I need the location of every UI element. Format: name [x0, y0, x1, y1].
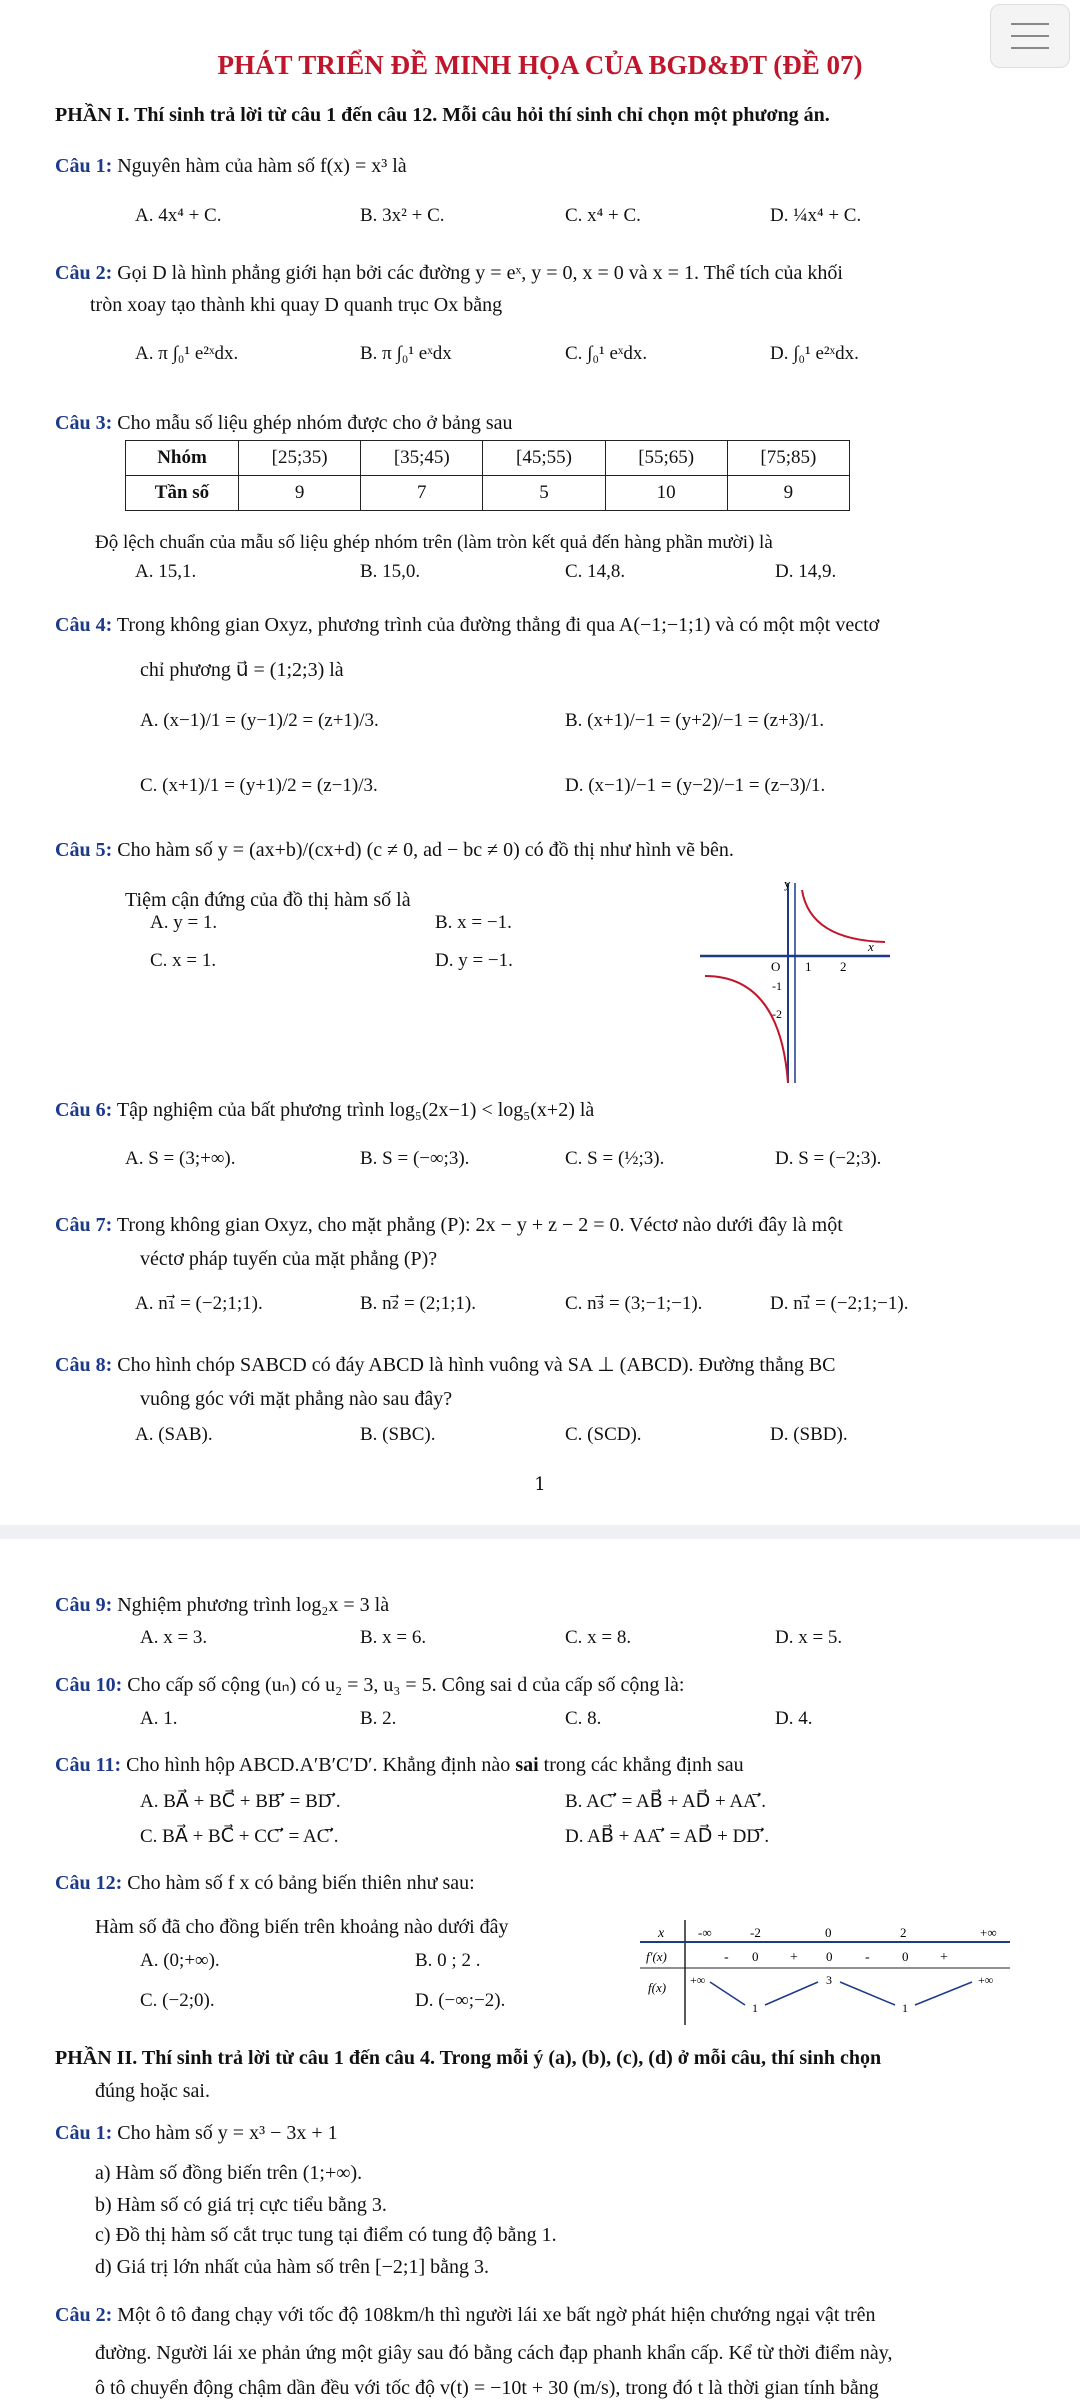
q4-option-b[interactable]: B. (x+1)/−1 = (y+2)/−1 = (z+3)/1. [565, 710, 825, 731]
question-label: Câu 2: [55, 262, 113, 284]
arrow-up [765, 1982, 818, 2005]
question-10 [55, 1670, 1080, 1700]
table-x-value: 2 [900, 1925, 907, 1940]
q4-option-d[interactable]: D. (x−1)/−1 = (y−2)/−1 = (z−3)/1. [565, 775, 826, 796]
question-label: Câu 4: [55, 614, 113, 636]
table-cell: [55;65) [605, 441, 727, 476]
part2-heading: PHẦN II. Thí sinh trả lời từ câu 1 đến câu 4. Trong mỗi ý (a), (b), (c), (d) ở mỗi câu, thí sinh chọn [55, 2047, 882, 2069]
table-f-value: +∞ [978, 1973, 994, 1987]
table-row [126, 476, 850, 511]
graph-label-x: x [868, 939, 874, 954]
table-cell: 9 [727, 476, 849, 511]
table-cell: 10 [605, 476, 727, 511]
table-cell: [35;45) [361, 441, 483, 476]
graph-label-m1: -1 [772, 979, 782, 993]
question-text: Cho hàm số y = x³ − 3x + 1 [117, 2122, 338, 2144]
q3-option-a[interactable]: A. 15,1. [135, 561, 197, 582]
statement-c[interactable]: c) Đồ thị hàm số cắt trục tung tại điểm có tung độ bằng 1. [95, 2224, 557, 2246]
table-sign: 0 [752, 1949, 759, 1964]
q1-option-d[interactable]: D. ¼x⁴ + C. [770, 205, 862, 226]
question-9 [55, 1590, 1080, 1620]
graph-label-y: y [784, 878, 791, 891]
question-6 [55, 1095, 1080, 1125]
question-text: Cho hàm số f x có bảng biến thiên như sau: [127, 1872, 475, 1894]
frequency-table [125, 440, 850, 511]
part2-question-2-cont: đường. Người lái xe phản ứng một giây sau đó bằng cách đạp phanh khẩn cấp. Kể từ thời điểm này, [95, 2342, 893, 2364]
question-label: Câu 9: [55, 1594, 113, 1616]
menu-icon-line [1011, 35, 1049, 37]
table-f-value: 1 [902, 2001, 908, 2015]
table-row [126, 441, 850, 476]
question-label: Câu 11: [55, 1754, 122, 1776]
table-cell: 5 [483, 476, 605, 511]
question-text: Trong không gian Oxyz, cho mặt phẳng (P): 2x − y + z − 2 = 0. Véctơ nào dưới đây là một [116, 1214, 843, 1236]
q11-option-b[interactable]: B. AC′⃗ = AB⃗ + AD⃗ + AA′⃗. [565, 1791, 766, 1812]
q1-option-c[interactable]: C. x⁴ + C. [565, 205, 641, 226]
question-label: Câu 3: [55, 412, 113, 434]
question-label: Câu 1: [55, 2122, 113, 2144]
table-cell: [75;85) [727, 441, 849, 476]
page-separator [0, 1525, 1080, 1539]
q8-option-d[interactable]: D. (SBD). [770, 1424, 848, 1445]
question-label: Câu 2: [55, 2304, 113, 2326]
menu-icon [1011, 23, 1049, 25]
page-number: 1 [534, 1474, 546, 1495]
question-text: Cho cấp số cộng (uₙ) có u₂ = 3, u₃ = 5. Công sai d của cấp số cộng là: [127, 1674, 685, 1696]
statement-b[interactable]: b) Hàm số có giá trị cực tiểu bằng 3. [95, 2194, 387, 2216]
q4-option-a[interactable]: A. (x−1)/1 = (y−1)/2 = (z+1)/3. [140, 710, 379, 731]
q7-option-b[interactable]: B. n₂⃗ = (2;1;1). [360, 1293, 476, 1314]
graph-label-m2: -2 [772, 1007, 782, 1021]
q2-option-a[interactable]: A. π ∫₀¹ e²ˣdx. [135, 343, 239, 364]
table-cell: [45;55) [483, 441, 605, 476]
q5-option-a[interactable]: A. y = 1. [150, 912, 218, 933]
question-7-cont: véctơ pháp tuyến của mặt phẳng (P)? [140, 1248, 438, 1270]
graph-label-1: 1 [805, 959, 812, 974]
page-title: PHÁT TRIỂN ĐỀ MINH HỌA CỦA BGD&ĐT (ĐỀ 07) [217, 50, 863, 80]
q5-option-d[interactable]: D. y = −1. [435, 950, 513, 971]
question-label: Câu 10: [55, 1674, 123, 1696]
q11-option-d[interactable]: D. AB⃗ + AA′⃗ = AD⃗ + DD′⃗. [565, 1826, 770, 1847]
q3-ask: Độ lệch chuẩn của mẫu số liệu ghép nhóm trên (làm tròn kết quả đến hàng phần mười) là [95, 532, 773, 553]
question-label: Câu 5: [55, 839, 113, 861]
q12-option-b[interactable]: B. 0 ; 2 . [415, 1950, 481, 1971]
table-sign: + [940, 1950, 948, 1965]
question-11 [55, 1750, 1070, 1780]
table-label-f: f(x) [648, 1980, 667, 1995]
q4-option-c[interactable]: C. (x+1)/1 = (y+1)/2 = (z−1)/3. [140, 775, 378, 796]
q10-option-b[interactable]: B. 2. [360, 1708, 397, 1729]
q9-option-d[interactable]: D. x = 5. [775, 1627, 843, 1648]
q9-option-c[interactable]: C. x = 8. [565, 1627, 632, 1648]
q12-ask: Hàm số đã cho đồng biến trên khoảng nào dưới đây [95, 1916, 509, 1938]
q10-option-c[interactable]: C. 8. [565, 1708, 602, 1729]
q2-option-c[interactable]: C. ∫₀¹ eˣdx. [565, 343, 648, 364]
question-2-cont: tròn xoay tạo thành khi quay D quanh trục Ox bằng [90, 294, 503, 316]
q3-option-c[interactable]: C. 14,8. [565, 561, 626, 582]
question-4-cont: chỉ phương u⃗ = (1;2;3) là [140, 659, 344, 681]
q6-option-a[interactable]: A. S = (3;+∞). [125, 1148, 236, 1169]
menu-icon-line [1011, 47, 1049, 49]
menu-button[interactable] [990, 4, 1070, 68]
q10-option-d[interactable]: D. 4. [775, 1708, 813, 1729]
question-label: Câu 8: [55, 1354, 113, 1376]
q12-option-d[interactable]: D. (−∞;−2). [415, 1990, 506, 2011]
q6-option-d[interactable]: D. S = (−2;3). [775, 1148, 882, 1169]
table-f-value: 1 [752, 2001, 758, 2015]
question-label: Câu 1: [55, 155, 113, 177]
q8-option-a[interactable]: A. (SAB). [135, 1424, 213, 1445]
question-text: trong các khẳng định sau [538, 1754, 744, 1776]
question-12 [55, 1868, 1080, 1898]
question-label: Câu 6: [55, 1099, 113, 1121]
q9-option-a[interactable]: A. x = 3. [140, 1627, 208, 1648]
question-text: Gọi D là hình phẳng giới hạn bởi các đường y = eˣ, y = 0, x = 0 và x = 1. Thể tích của khối [117, 262, 843, 284]
table-x-value: -2 [750, 1925, 761, 1940]
table-sign: + [790, 1950, 798, 1965]
table-x-value: +∞ [980, 1925, 997, 1940]
statement-d[interactable]: d) Giá trị lớn nhất của hàm số trên [−2;1] bằng 3. [95, 2256, 489, 2278]
question-8-cont: vuông góc với mặt phẳng nào sau đây? [140, 1388, 453, 1410]
q9-option-b[interactable]: B. x = 6. [360, 1627, 427, 1648]
table-x-value: -∞ [698, 1925, 712, 1940]
q3-option-b[interactable]: B. 15,0. [360, 561, 421, 582]
graph-label-o: O [771, 959, 781, 974]
table-f-value: 3 [826, 1973, 832, 1987]
table-sign: - [724, 1950, 729, 1965]
part1-heading: PHẦN I. Thí sinh trả lời từ câu 1 đến câu 12. Mỗi câu hỏi thí sinh chỉ chọn một phương án. [55, 104, 830, 126]
question-text: Cho hình hộp ABCD.A′B′C′D′. Khẳng định nào [126, 1754, 516, 1776]
question-text: Nghiệm phương trình log₂x = 3 là [117, 1594, 390, 1616]
q8-option-c[interactable]: C. (SCD). [565, 1424, 642, 1445]
table-cell: 9 [239, 476, 361, 511]
question-text: Nguyên hàm của hàm số f(x) = x³ là [117, 155, 407, 177]
question-1 [55, 151, 1080, 181]
table-label-fprime: f′(x) [646, 1949, 667, 1964]
question-text: Một ô tô đang chạy với tốc độ 108km/h thì người lái xe bất ngờ phát hiện chướng ngại vật trên [117, 2304, 876, 2326]
q12-option-c[interactable]: C. (−2;0). [140, 1990, 215, 2011]
variation-table [640, 1920, 1015, 2025]
q5-ask: Tiệm cận đứng của đồ thị hàm số là [125, 889, 411, 911]
part2-heading-cont: đúng hoặc sai. [95, 2080, 210, 2102]
q7-option-c[interactable]: C. n₃⃗ = (3;−1;−1). [565, 1293, 703, 1314]
q10-option-a[interactable]: A. 1. [140, 1708, 178, 1729]
q11-option-c[interactable]: C. BA⃗ + BC⃗ + CC′⃗ = AC′⃗. [140, 1826, 339, 1847]
q12-option-a[interactable]: A. (0;+∞). [140, 1950, 220, 1971]
question-text: Cho hình chóp SABCD có đáy ABCD là hình vuông và SA ⊥ (ABCD). Đường thẳng BC [117, 1354, 836, 1376]
q7-option-a[interactable]: A. n₁⃗ = (−2;1;1). [135, 1293, 263, 1314]
q8-option-b[interactable]: B. (SBC). [360, 1424, 436, 1445]
question-3 [55, 408, 1080, 438]
table-cell: [25;35) [239, 441, 361, 476]
question-text: Cho hàm số y = (ax+b)/(cx+d) (c ≠ 0, ad − bc ≠ 0) có đồ thị như hình vẽ bên. [117, 839, 734, 861]
q6-option-b[interactable]: B. S = (−∞;3). [360, 1148, 470, 1169]
question-2 [55, 258, 1065, 288]
question-label: Câu 7: [55, 1214, 113, 1236]
table-cell: 7 [361, 476, 483, 511]
table-f-value: +∞ [690, 1973, 706, 1987]
table-sign: 0 [902, 1949, 909, 1964]
q11-option-a[interactable]: A. BA⃗ + BC⃗ + BB′⃗ = BD′⃗. [140, 1791, 341, 1812]
q2-option-d[interactable]: D. ∫₀¹ e²ˣdx. [770, 343, 859, 364]
q5-option-b[interactable]: B. x = −1. [435, 912, 512, 933]
question-text: Trong không gian Oxyz, phương trình của đường thẳng đi qua A(−1;−1;1) và có một một vectơ [116, 614, 880, 636]
q5-option-c[interactable]: C. x = 1. [150, 950, 217, 971]
question-label: Câu 12: [55, 1872, 123, 1894]
graph-label-2: 2 [840, 959, 847, 974]
q3-option-d[interactable]: D. 14,9. [775, 561, 837, 582]
question-7 [55, 1210, 1070, 1240]
table-x-value: 0 [825, 1925, 832, 1940]
table-cell: Nhóm [126, 441, 239, 476]
part2-question-2-cont2: ô tô chuyển động chậm dần đều với tốc độ v(t) = −10t + 30 (m/s), trong đó t là thời gian tính bằng [95, 2377, 879, 2399]
arrow-up [915, 1982, 972, 2005]
arrow-down [710, 1982, 745, 2005]
q2-option-b[interactable]: B. π ∫₀¹ eˣdx [360, 343, 452, 364]
right-branch [802, 890, 885, 942]
statement-a[interactable]: a) Hàm số đồng biến trên (1;+∞). [95, 2162, 363, 2184]
arrow-down [840, 1982, 895, 2005]
q6-option-c[interactable]: C. S = (½;3). [565, 1148, 665, 1169]
question-8 [55, 1350, 1070, 1380]
hyperbola-graph [700, 878, 900, 1088]
question-4 [55, 610, 1065, 640]
q7-option-d[interactable]: D. n₁⃗ = (−2;1;−1). [770, 1293, 909, 1314]
part2-question-1 [55, 2118, 1080, 2148]
table-sign: - [865, 1950, 870, 1965]
table-label-x: x [658, 1926, 665, 1941]
q1-option-a[interactable]: A. 4x⁴ + C. [135, 205, 222, 226]
question-text: Tập nghiệm của bất phương trình log₅(2x−1) < log₅(x+2) là [116, 1099, 595, 1121]
question-emphasis: sai [515, 1754, 539, 1776]
table-sign: 0 [826, 1949, 833, 1964]
q1-option-b[interactable]: B. 3x² + C. [360, 205, 445, 226]
question-5 [55, 835, 1065, 865]
part2-question-2 [55, 2300, 1075, 2330]
question-text: Cho mẫu số liệu ghép nhóm được cho ở bảng sau [117, 412, 513, 434]
table-cell: Tần số [126, 476, 239, 511]
